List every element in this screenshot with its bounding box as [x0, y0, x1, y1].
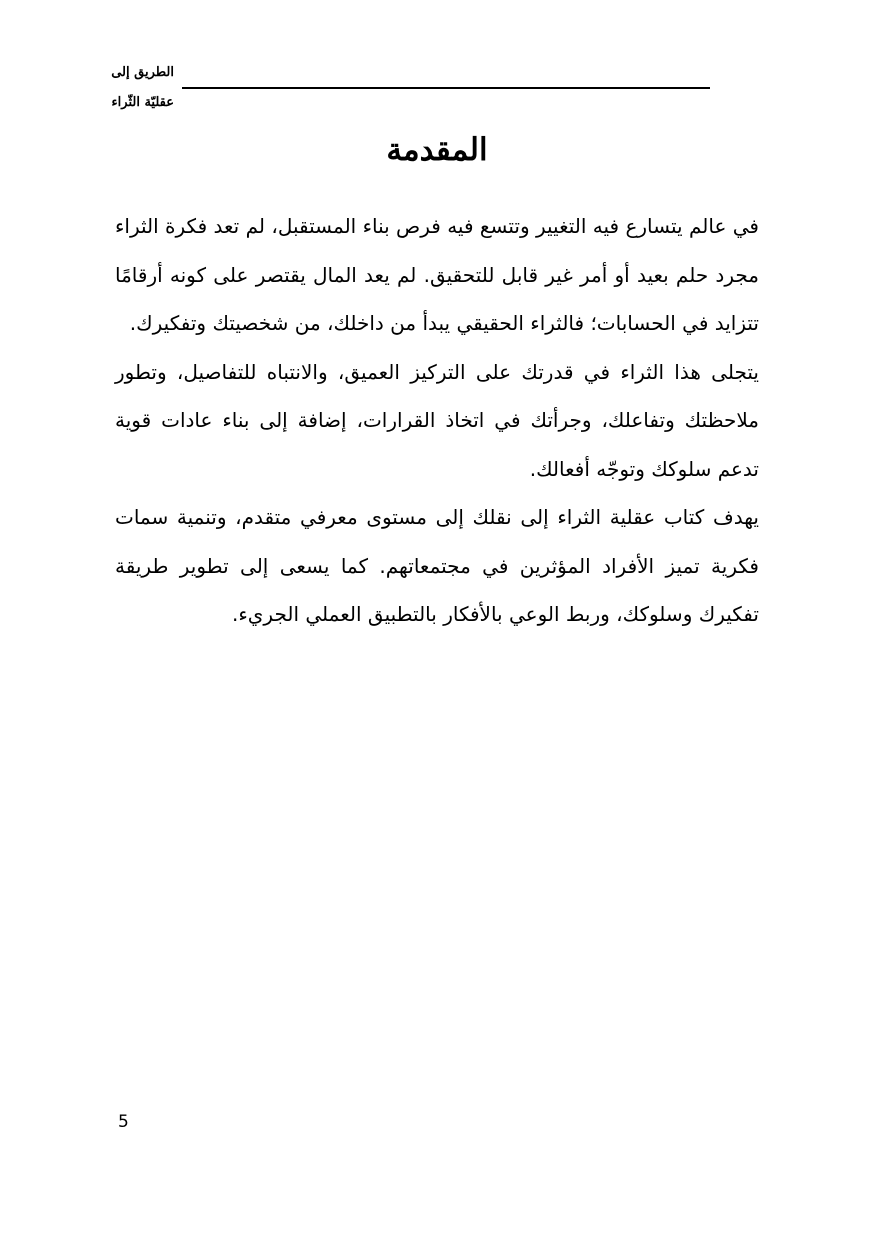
chapter-title: المقدمة [386, 132, 488, 168]
running-header [84, 58, 174, 118]
header-rule [182, 87, 710, 89]
running-header-line-2: عقليّة الثّراء [111, 95, 174, 110]
paragraph-2: يتجلى هذا الثراء في قدرتك على التركيز العميق، والانتباه للتفاصيل، وتطور ملاحظتك وتفاعلك، وجرأتك في اتخاذ القرارات، إضافة إلى بناء عادات قوية تدعم سلوكك وتوجّه أفعالك. [115, 359, 759, 481]
paragraph-1: في عالم يتسارع فيه التغيير وتتسع فيه فرص بناء المستقبل، لم تعد فكرة الثراء مجرد حلم بعيد أو أمر غير قابل للتحقيق. لم يعد المال يقتصر على كونه أرقامًا تتزايد في الحسابات؛ فالثراء الحقيقي يبدأ من داخلك، من شخصيتك وتفكيرك. [115, 214, 759, 335]
running-header-line-1: الطريق إلى [111, 65, 174, 80]
body-text [115, 202, 759, 639]
page-number: 5 [118, 1112, 129, 1132]
paragraph-3: يهدف كتاب عقلية الثراء إلى نقلك إلى مستوى معرفي متقدم، وتنمية سمات فكرية تميز الأفراد المؤثرين في مجتمعاتهم. كما يسعى إلى تطوير طريقة تفكيرك وسلوكك، وربط الوعي بالأفكار بالتطبيق العملي الجريء. [115, 505, 759, 626]
